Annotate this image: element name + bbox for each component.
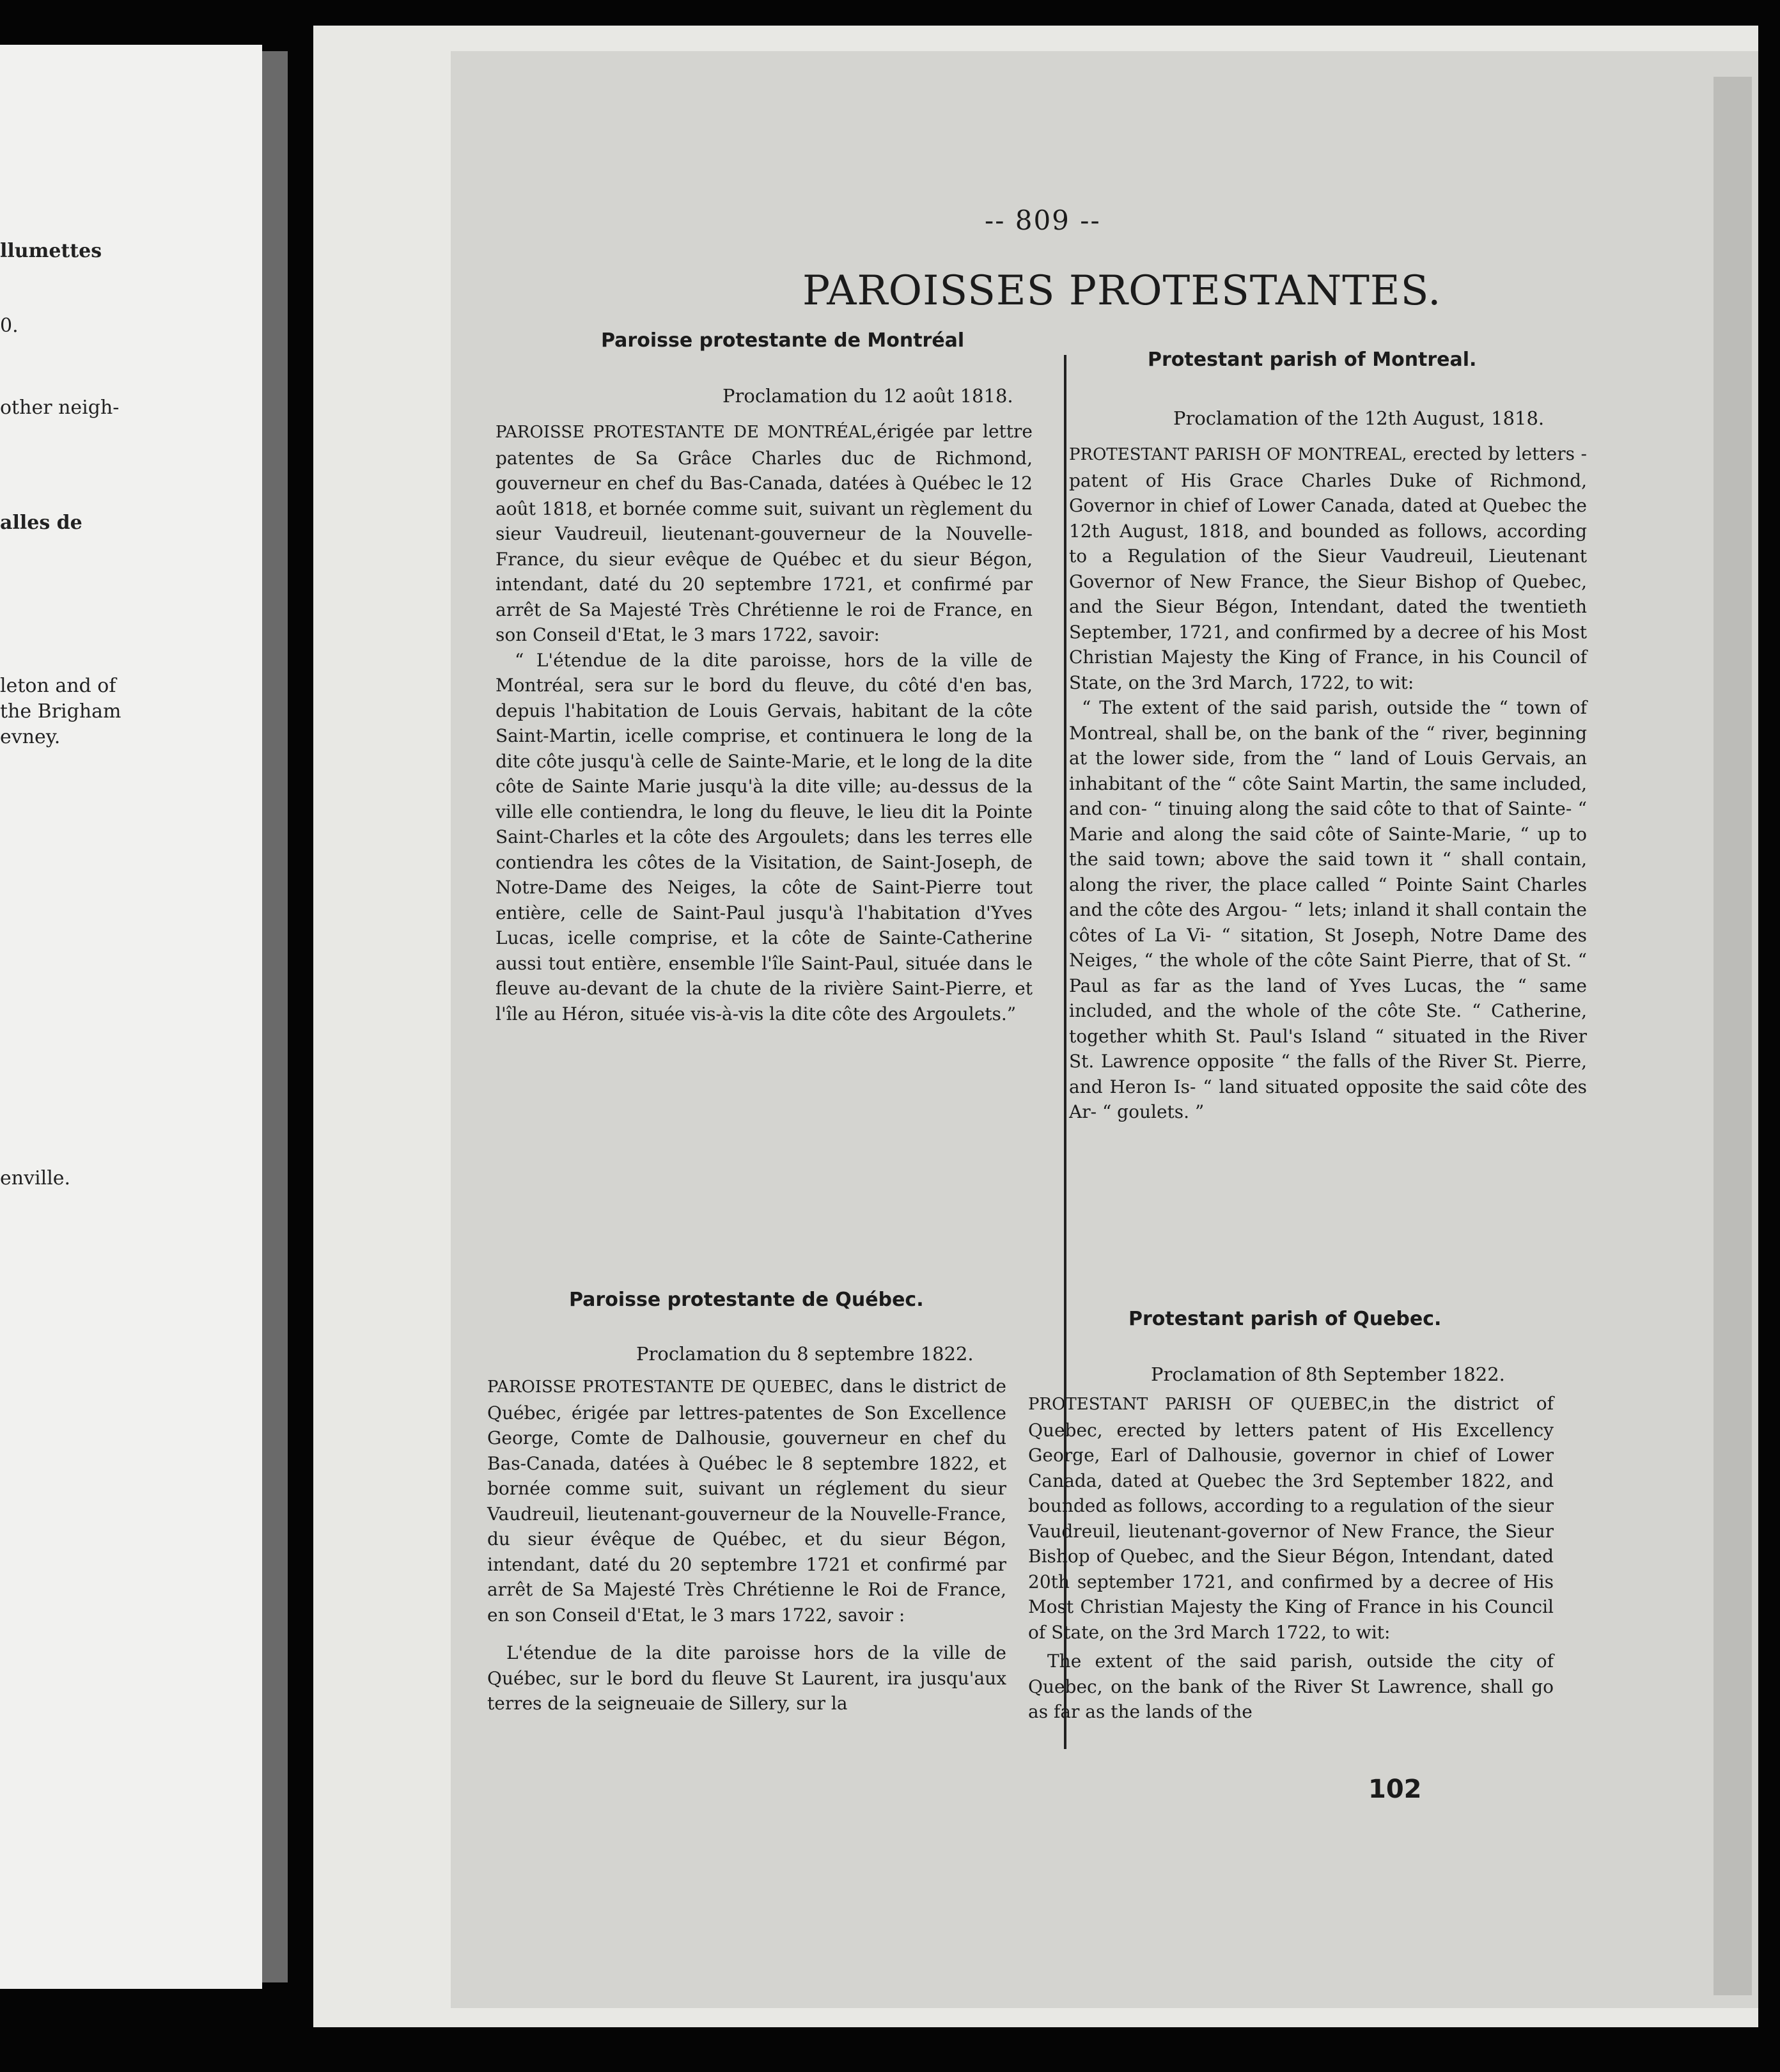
lead-smallcaps: PROTESTANT PARISH OF MONTREAL,: [1069, 445, 1407, 464]
paragraph-text: érigée par lettre patentes de Sa Grâce Charles duc de Richmond, gouverneur en chef du Bas-Canada, datées à Québec le 12 août 1818, et bornée comme suit, suivant un règlement du sieur Vaudreuil, lieutenant-gouverneur de la Nouvelle-France, du sieur evêque de Québec et du sieur Bégon, intendant, daté du 20 septembre 1721, et confirmé par arrêt de Sa Majesté Très Chrétienne le roi de France, en son Conseil d'Etat, le 3 mars 1722, savoir:: [496, 421, 1033, 645]
proclamation-line: Proclamation of the 12th August, 1818.: [1173, 407, 1545, 429]
left-page-text: the Brigham: [0, 700, 121, 723]
proclamation-line: Proclamation du 12 août 1818.: [722, 385, 1013, 407]
section-heading: Paroisse protestante de Montréal: [601, 329, 965, 352]
proclamation-line: Proclamation du 8 septembre 1822.: [636, 1343, 974, 1365]
left-page-text: alles de: [0, 512, 82, 534]
quebec-fr-body: [487, 1374, 1006, 1716]
montreal-en-heading-wrap: [1148, 349, 1476, 371]
book-gutter: [262, 51, 288, 1982]
quote-paragraph: “ L'étendue de la dite paroisse, hors de la ville de Montréal, sera sur le bord du fleuve, du côté d'en bas, depuis l'habitation de Louis Gervais, habitant de la côte Saint-Martin, icelle comprise, et continuera le long de la dite côte jusqu'à celle de Sainte-Marie, et le long de la dite côte de Sainte Marie jusqu'à la dite ville; au-dessus de la ville elle contiendra, le long du fleuve, le lieu dit la Pointe Saint-Charles et la côte des Argoulets; dans les terres elle contiendra les côtes de la Visitation, de Saint-Joseph, de Notre-Dame des Neiges, la côte de Saint-Pierre tout entière, celle de Saint-Paul jusqu'à l'habitation d'Yves Lucas, icelle comprise, et la côte de Sainte-Catherine aussi tout entière, ensemble l'île Saint-Paul, située dans le fleuve au-devant de la chute de la rivière Saint-Pierre, et l'île au Héron, située vis-à-vis la dite côte des Argoulets.”: [496, 649, 1033, 1024]
quebec-en-heading-wrap: [1128, 1308, 1441, 1330]
paragraph: [487, 1374, 1006, 1628]
left-page-text: other neigh-: [0, 396, 120, 419]
section-heading: Protestant parish of Montreal.: [1148, 349, 1477, 371]
quebec-en-proclamation-wrap: [1151, 1363, 1505, 1385]
lead-smallcaps: PAROISSE PROTESTANTE DE MONTRÉAL,: [496, 423, 877, 442]
paragraph: L'étendue de la dite paroisse hors de la ville de Québec, sur le bord du fleuve St Laurent, ira jusqu'aux terres de la seigneuaie de Sillery, sur la: [487, 1642, 1006, 1714]
left-page-text: evney.: [0, 726, 61, 748]
proclamation-line: Proclamation of 8th September 1822.: [1151, 1363, 1505, 1385]
paragraph: [496, 419, 1033, 648]
paragraph: [1028, 1391, 1554, 1645]
lead-smallcaps: PAROISSE PROTESTANTE DE QUEBEC,: [487, 1377, 834, 1397]
montreal-fr-body: [496, 419, 1033, 1026]
montreal-en-body: [1069, 441, 1587, 1125]
quebec-en-body: [1028, 1391, 1554, 1725]
paragraph-text: in the district of Quebec, erected by letters patent of His Excellency George, Earl of Dalhousie, governor in chief of Lower Canada, dated at Quebec the 3rd September 1822, and bounded as follows, according to a regulation of the sieur Vaudreuil, lieutenant-governor of New France, the Sieur Bishop of Quebec, and the Sieur Bégon, Intendant, dated 20th september 1721, and confirmed by a decree of His Most Christian Majesty the King of France in his Council of State, on the 3rd March 1722, to wit:: [1028, 1393, 1554, 1643]
quebec-fr-heading-wrap: [569, 1289, 924, 1311]
paragraph: [1069, 441, 1587, 695]
quote-paragraph: “ The extent of the said parish, outside the “ town of Montreal, shall be, on the bank of the “ river, beginning at the lower side, from the “ land of Louis Gervais, an inhabitant of the “ côte Saint Martin, the same included, and con- “ tinuing along the said côte to that of Sainte- “ Marie and along the said côte of Sainte-Marie, “ up to the said town; above the said town it “ shall contain, along the river, the place called “ Pointe Saint Charles and the côte des Argou- “ lets; inland it shall contain the côtes of La Vi- “ sitation, St Joseph, Notre Dame des Neiges, “ the whole of the côte Saint Pierre, that of St. “ Paul as far as the land of Yves Lucas, the “ same included, and the whole of the côte Ste. “ Catherine, together whith St. Paul's Island “ situated in the River St. Lawrence opposite “ the falls of the River St. Pierre, and Heron Is- “ land situated opposite the said côte des Ar- “ goulets. ”: [1069, 697, 1587, 1122]
quebec-fr-proclamation-wrap: [636, 1343, 974, 1365]
left-page-fragment: [0, 45, 262, 1989]
paragraph-text: erected by letters - patent of His Grace Charles Duke of Richmond, Governor in chief of Lower Canada, dated at Quebec the 12th August, 1818, and bounded as follows, according to a Regulation of the Sieur Vaudreuil, Lieutenant Governor of New France, the Sieur Bishop of Quebec, and the Sieur Bégon, Intendant, dated the twentieth September, 1721, and confirmed by a decree of his Most Christian Majesty the King of France, in his Council of State, on the 3rd March, 1722, to wit:: [1069, 443, 1587, 693]
page-edge: [1714, 77, 1752, 1995]
paragraph: The extent of the said parish, outside the city of Quebec, on the bank of the River St Lawrence, shall go as far as the lands of the: [1028, 1651, 1554, 1722]
lead-smallcaps: PROTESTANT PARISH OF QUEBEC,: [1028, 1395, 1373, 1414]
montreal-fr-heading-wrap: [601, 329, 964, 352]
left-page-text: enville.: [0, 1167, 71, 1189]
section-heading: Paroisse protestante de Québec.: [569, 1289, 924, 1311]
paragraph-text: dans le district de Québec, érigée par lettres-patentes de Son Excellence George, Comte de Dalhousie, gouverneur en chef du Bas-Canada, datées à Québec le 8 septembre 1822, et bornée comme suit, suivant un réglement du sieur Vaudreuil, lieutenant-gouverneur de la Nouvelle-France, du sieur évêque de Québec, et du sieur Bégon, intendant, daté du 20 septembre 1721 et confirmé par arrêt de Sa Majesté Très Chrétienne le Roi de France, en son Conseil d'Etat, le 3 mars 1722, savoir :: [487, 1376, 1006, 1626]
left-page-text: llumettes: [0, 240, 102, 262]
section-heading: Protestant parish of Quebec.: [1128, 1308, 1442, 1330]
page-number: -- 809 --: [985, 205, 1101, 236]
page-title: PAROISSES PROTESTANTES.: [802, 267, 1442, 315]
left-page-text: 0.: [0, 315, 19, 337]
left-page-text: leton and of: [0, 675, 116, 697]
montreal-fr-proclamation-wrap: [722, 385, 1013, 407]
montreal-en-proclamation-wrap: [1173, 407, 1544, 429]
footer-page-number: 102: [1368, 1775, 1422, 1804]
